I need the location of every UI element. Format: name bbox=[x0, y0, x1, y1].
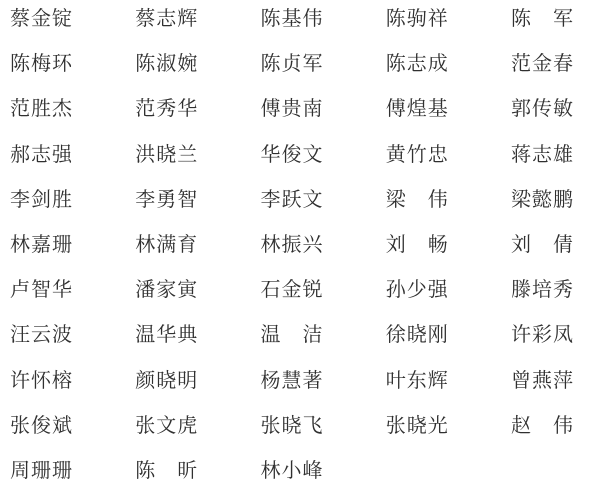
name-cell: 许彩凤 bbox=[511, 324, 574, 347]
name-cell: 陈淑婉 bbox=[135, 53, 199, 76]
name-cell: 石金锐 bbox=[260, 279, 324, 302]
name-cell: 刘 倩 bbox=[511, 233, 574, 256]
name-cell: 陈贞军 bbox=[260, 53, 324, 76]
name-cell: 张晓光 bbox=[385, 414, 449, 437]
name-cell: 蔡志辉 bbox=[135, 8, 199, 30]
name-cell: 傅煌基 bbox=[385, 98, 449, 121]
name-cell: 蔡金锭 bbox=[10, 8, 73, 30]
name-cell: 陈驹祥 bbox=[385, 8, 449, 30]
name-cell: 周珊珊 bbox=[10, 459, 73, 482]
name-cell: 滕培秀 bbox=[511, 279, 574, 302]
name-cell: 叶东辉 bbox=[385, 369, 449, 392]
name-cell: 蒋志雄 bbox=[511, 143, 574, 166]
name-cell: 梁懿鹏 bbox=[511, 188, 574, 211]
name-cell: 赵 伟 bbox=[511, 414, 574, 437]
name-cell: 林满育 bbox=[135, 233, 199, 256]
name-cell: 卢智华 bbox=[10, 279, 73, 302]
name-cell: 郭传敏 bbox=[511, 98, 574, 121]
name-cell: 华俊文 bbox=[260, 143, 324, 166]
name-cell: 杨慧著 bbox=[260, 369, 324, 392]
name-cell: 张文虎 bbox=[135, 414, 199, 437]
name-cell: 黄竹忠 bbox=[385, 143, 449, 166]
name-cell: 范胜杰 bbox=[10, 98, 73, 121]
name-cell: 林嘉珊 bbox=[10, 233, 73, 256]
name-cell: 潘家寅 bbox=[135, 279, 199, 302]
name-cell: 陈梅环 bbox=[10, 53, 73, 76]
name-cell: 林振兴 bbox=[260, 233, 324, 256]
name-cell: 温华典 bbox=[135, 324, 199, 347]
name-cell: 徐晓刚 bbox=[385, 324, 449, 347]
name-cell: 李勇智 bbox=[135, 188, 199, 211]
name-cell: 李跃文 bbox=[260, 188, 324, 211]
name-cell: 颜晓明 bbox=[135, 369, 199, 392]
name-cell: 李剑胜 bbox=[10, 188, 73, 211]
name-cell: 范秀华 bbox=[135, 98, 199, 121]
name-cell: 汪云波 bbox=[10, 324, 73, 347]
name-cell: 张俊斌 bbox=[10, 414, 73, 437]
name-cell: 陈 军 bbox=[511, 8, 574, 30]
name-cell: 温 洁 bbox=[260, 324, 324, 347]
name-cell: 陈志成 bbox=[385, 53, 449, 76]
name-cell: 林小峰 bbox=[260, 459, 324, 482]
name-cell: 洪晓兰 bbox=[135, 143, 199, 166]
name-cell: 梁 伟 bbox=[385, 188, 449, 211]
name-cell: 曾燕萍 bbox=[511, 369, 574, 392]
name-cell: 刘 畅 bbox=[385, 233, 449, 256]
name-cell: 郝志强 bbox=[10, 143, 73, 166]
name-cell: 陈 昕 bbox=[135, 459, 199, 482]
name-cell: 许怀榕 bbox=[10, 369, 73, 392]
name-cell: 范金春 bbox=[511, 53, 574, 76]
name-cell: 陈基伟 bbox=[260, 8, 324, 30]
name-cell: 孙少强 bbox=[385, 279, 449, 302]
name-cell: 张晓飞 bbox=[260, 414, 324, 437]
name-cell: 傅贵南 bbox=[260, 98, 324, 121]
